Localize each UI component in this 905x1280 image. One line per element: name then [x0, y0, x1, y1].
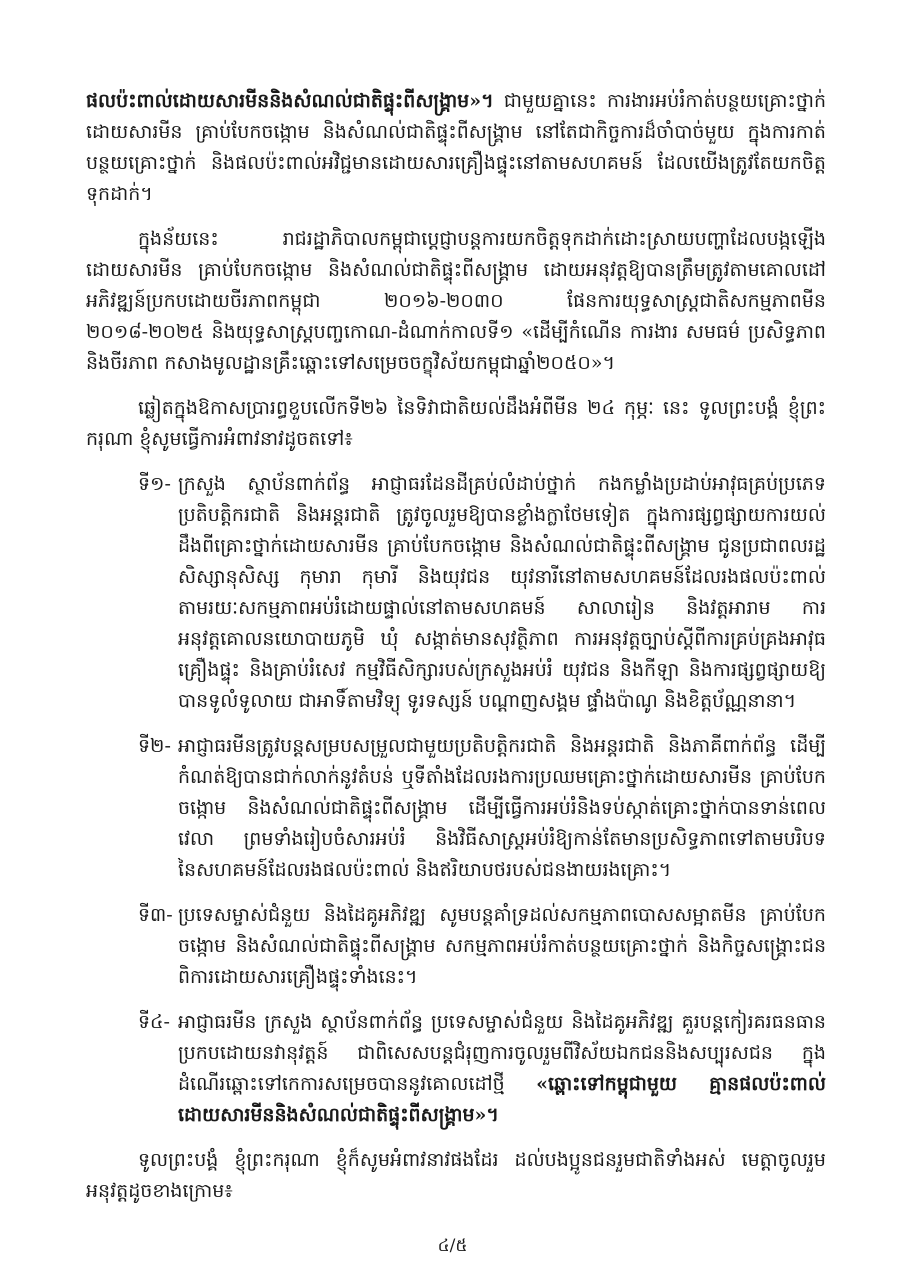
item-number: ទី៣-: [138, 904, 173, 926]
appeal-item-2: [138, 731, 826, 886]
item-text: ក្រសួង ស្ថាប័នពាក់ព័ន្ធ អាជ្ញាធរដែនដីគ្រប់លំដាប់ថ្នាក់ កងកម្លាំងប្រដាប់អាវុធគ្រប់ប្រភេទ ប្រតិបត្តិករជាតិ និងអន្តរជាតិ ត្រូវចូលរួមឱ្យបានខ្លាំងក្លាថែមទៀត ក្នុងការផ្សព្វផ្សាយការយល់ដឹងពីគ្រោះថ្នាក់ដោយសារមីន គ្រាប់បែកចង្កោម និងសំណល់ជាតិផ្ទុះពីសង្គ្រាម ជូនប្រជាពលរដ្ឋ សិស្សានុសិស្ស កុមារា កុមារី និងយុវជន យុវនារីនៅតាមសហគមន៍ដែលរងផលប៉ះពាល់ តាមរយៈសកម្មភាពអប់រំដោយផ្ទាល់នៅតាមសហគមន៍ សាលារៀន និងវត្តអារាម ការអនុវត្តគោលនយោបាយភូមិ ឃុំ សង្កាត់មានសុវត្ថិភាព ការអនុវត្តច្បាប់ស្តីពីការគ្រប់គ្រងអាវុធ គ្រឿងផ្ទុះ និងគ្រាប់រំសេវ កម្មវិធីសិក្សារបស់ក្រសួងអប់រំ យុវជន និងកីឡា និងការផ្សព្វផ្សាយឱ្យបានទូលំទូលាយ ជាអាទិ៍តាមវិទ្យុ ទូរទស្សន៍ បណ្តាញសង្គម ផ្ទាំងប៉ាណូ និងខិត្តប័ណ្ណនានា។: [178, 473, 826, 712]
paragraph-appeal-intro: ឆ្លៀតក្នុងឱកាសប្រារព្ធខួបលើកទី២៦ នៃទិវាជាតិយល់ដឹងអំពីមីន ២៤ កុម្ភៈ នេះ ទូលព្រះបង្គំ ខ្ញុំព្រះករុណា ខ្ញុំសូមធ្វើការអំពាវនាវដូចតទៅ៖: [86, 397, 826, 450]
appeal-item-4: [138, 1007, 826, 1131]
document-body: [86, 86, 826, 1221]
appeal-item-3: [138, 900, 826, 993]
item-text: ប្រទេសម្ចាស់ជំនួយ និងដៃគូអភិវឌ្ឍ សូមបន្តគាំទ្រដល់សកម្មភាពបោសសម្អាតមីន គ្រាប់បែកចង្កោម និងសំណល់ជាតិផ្ទុះពីសង្គ្រាម សកម្មភាពអប់រំកាត់បន្ថយគ្រោះថ្នាក់ និងកិច្ចសង្គ្រោះជនពិការដោយសារគ្រឿងផ្ទុះទាំងនេះ។: [178, 904, 826, 988]
item-number: ទី២-: [138, 735, 171, 757]
paragraph-commitment: ក្នុងន័យនេះ រាជរដ្ឋាភិបាលកម្ពុជាប្តេជ្ញាបន្តការយកចិត្តទុកដាក់ដោះស្រាយបញ្ហាដែលបង្កឡើងដោយសារមីន គ្រាប់បែកចង្កោម និងសំណល់ជាតិផ្ទុះពីសង្គ្រាម ដោយអនុវត្តឱ្យបានត្រឹមត្រូវតាមគោលដៅអភិវឌ្ឍន៍ប្រកបដោយចីរភាពកម្ពុជា ២០១៦-២០៣០ ផែនការយុទ្ធសាស្ត្រជាតិសកម្មភាពមីន ២០១៨-២០២៥ និងយុទ្ធសាស្ត្របញ្ចកោណ-ដំណាក់កាលទី១ «ដើម្បីកំណើន ការងារ សមធម៌ ប្រសិទ្ធភាព និងចីរភាព កសាងមូលដ្ឋានគ្រឹះឆ្ពោះទៅសម្រេចចក្ខុវិស័យកម្ពុជាឆ្នាំ២០៥០»។: [86, 228, 826, 374]
item-text: អាជ្ញាធរមីនត្រូវបន្តសម្របសម្រួលជាមួយប្រតិបត្តិករជាតិ និងអន្តរជាតិ និងភាគីពាក់ព័ន្ធ ដើម្បីកំណត់ឱ្យបានជាក់លាក់នូវតំបន់ ឬទីតាំងដែលរងការប្រឈមគ្រោះថ្នាក់ដោយសារមីន គ្រាប់បែកចង្កោម និងសំណល់ជាតិផ្ទុះពីសង្គ្រាម ដើម្បីធ្វើការអប់រំនិងទប់ស្កាត់គ្រោះថ្នាក់បានទាន់ពេលវេលា ព្រមទាំងរៀបចំសារអប់រំ និងវិធីសាស្ត្រអប់រំឱ្យកាន់តែមានប្រសិទ្ធភាពទៅតាមបរិបទនៃសហគមន៍ដែលរងផលប៉ះពាល់ និងឥរិយាបថរបស់ជនងាយរងគ្រោះ។: [178, 735, 826, 881]
item-text: អាជ្ញាធរមីន ក្រសួង ស្ថាប័នពាក់ព័ន្ធ ប្រទេសម្ចាស់ជំនួយ និងដៃគូអភិវឌ្ឍ គួរបន្តកៀរគរធនធានប្រកបដោយនវានុវត្តន៍ ជាពិសេសបន្តជំរុញការចូលរួមពីវិស័យឯកជននិងសប្បុរសជន ក្នុងដំណើរឆ្ពោះទៅកេការសម្រេចបាននូវគោលដៅថ្មី: [178, 1011, 826, 1095]
intro-paragraph: [86, 86, 826, 210]
page-number: ៤/៥: [437, 1236, 468, 1256]
item-bold-slogan: «ឆ្ពោះទៅកម្ពុជាមួយ គ្មានផលប៉ះពាល់ដោយសារមីននិងសំណល់ជាតិផ្ទុះពីសង្គ្រាម»។: [178, 1073, 826, 1126]
appeal-item-1: [138, 469, 826, 717]
item-number: ទី១-: [138, 473, 171, 495]
intro-text: ជាមួយគ្នានេះ ការងារអប់រំកាត់បន្ថយគ្រោះថ្នាក់ដោយសារមីន គ្រាប់បែកចង្កោម និងសំណល់ជាតិផ្ទុះពីសង្គ្រាម នៅតែជាកិច្ចការដ៏ចាំបាច់មួយ ក្នុងការកាត់បន្ថយគ្រោះថ្នាក់ និងផលប៉ះពាល់អវិជ្ជមានដោយសារគ្រឿងផ្ទុះនៅតាមសហគមន៍ ដែលយើងត្រូវតែយកចិត្តទុកដាក់។: [86, 90, 826, 205]
item-number: ទី៤-: [138, 1011, 170, 1033]
intro-bold-text: ផលប៉ះពាល់ដោយសារមីននិងសំណល់ជាតិផ្ទុះពីសង្គ្រាម»។: [86, 90, 494, 112]
closing-paragraph: ទូលព្រះបង្គំ ខ្ញុំព្រះករុណា ខ្ញុំក៏សូមអំពាវនាវផងដែរ ដល់បងប្អូនជនរួមជាតិទាំងអស់ មេត្តាចូលរួមអនុវត្តដូចខាងក្រោម៖: [86, 1149, 826, 1202]
